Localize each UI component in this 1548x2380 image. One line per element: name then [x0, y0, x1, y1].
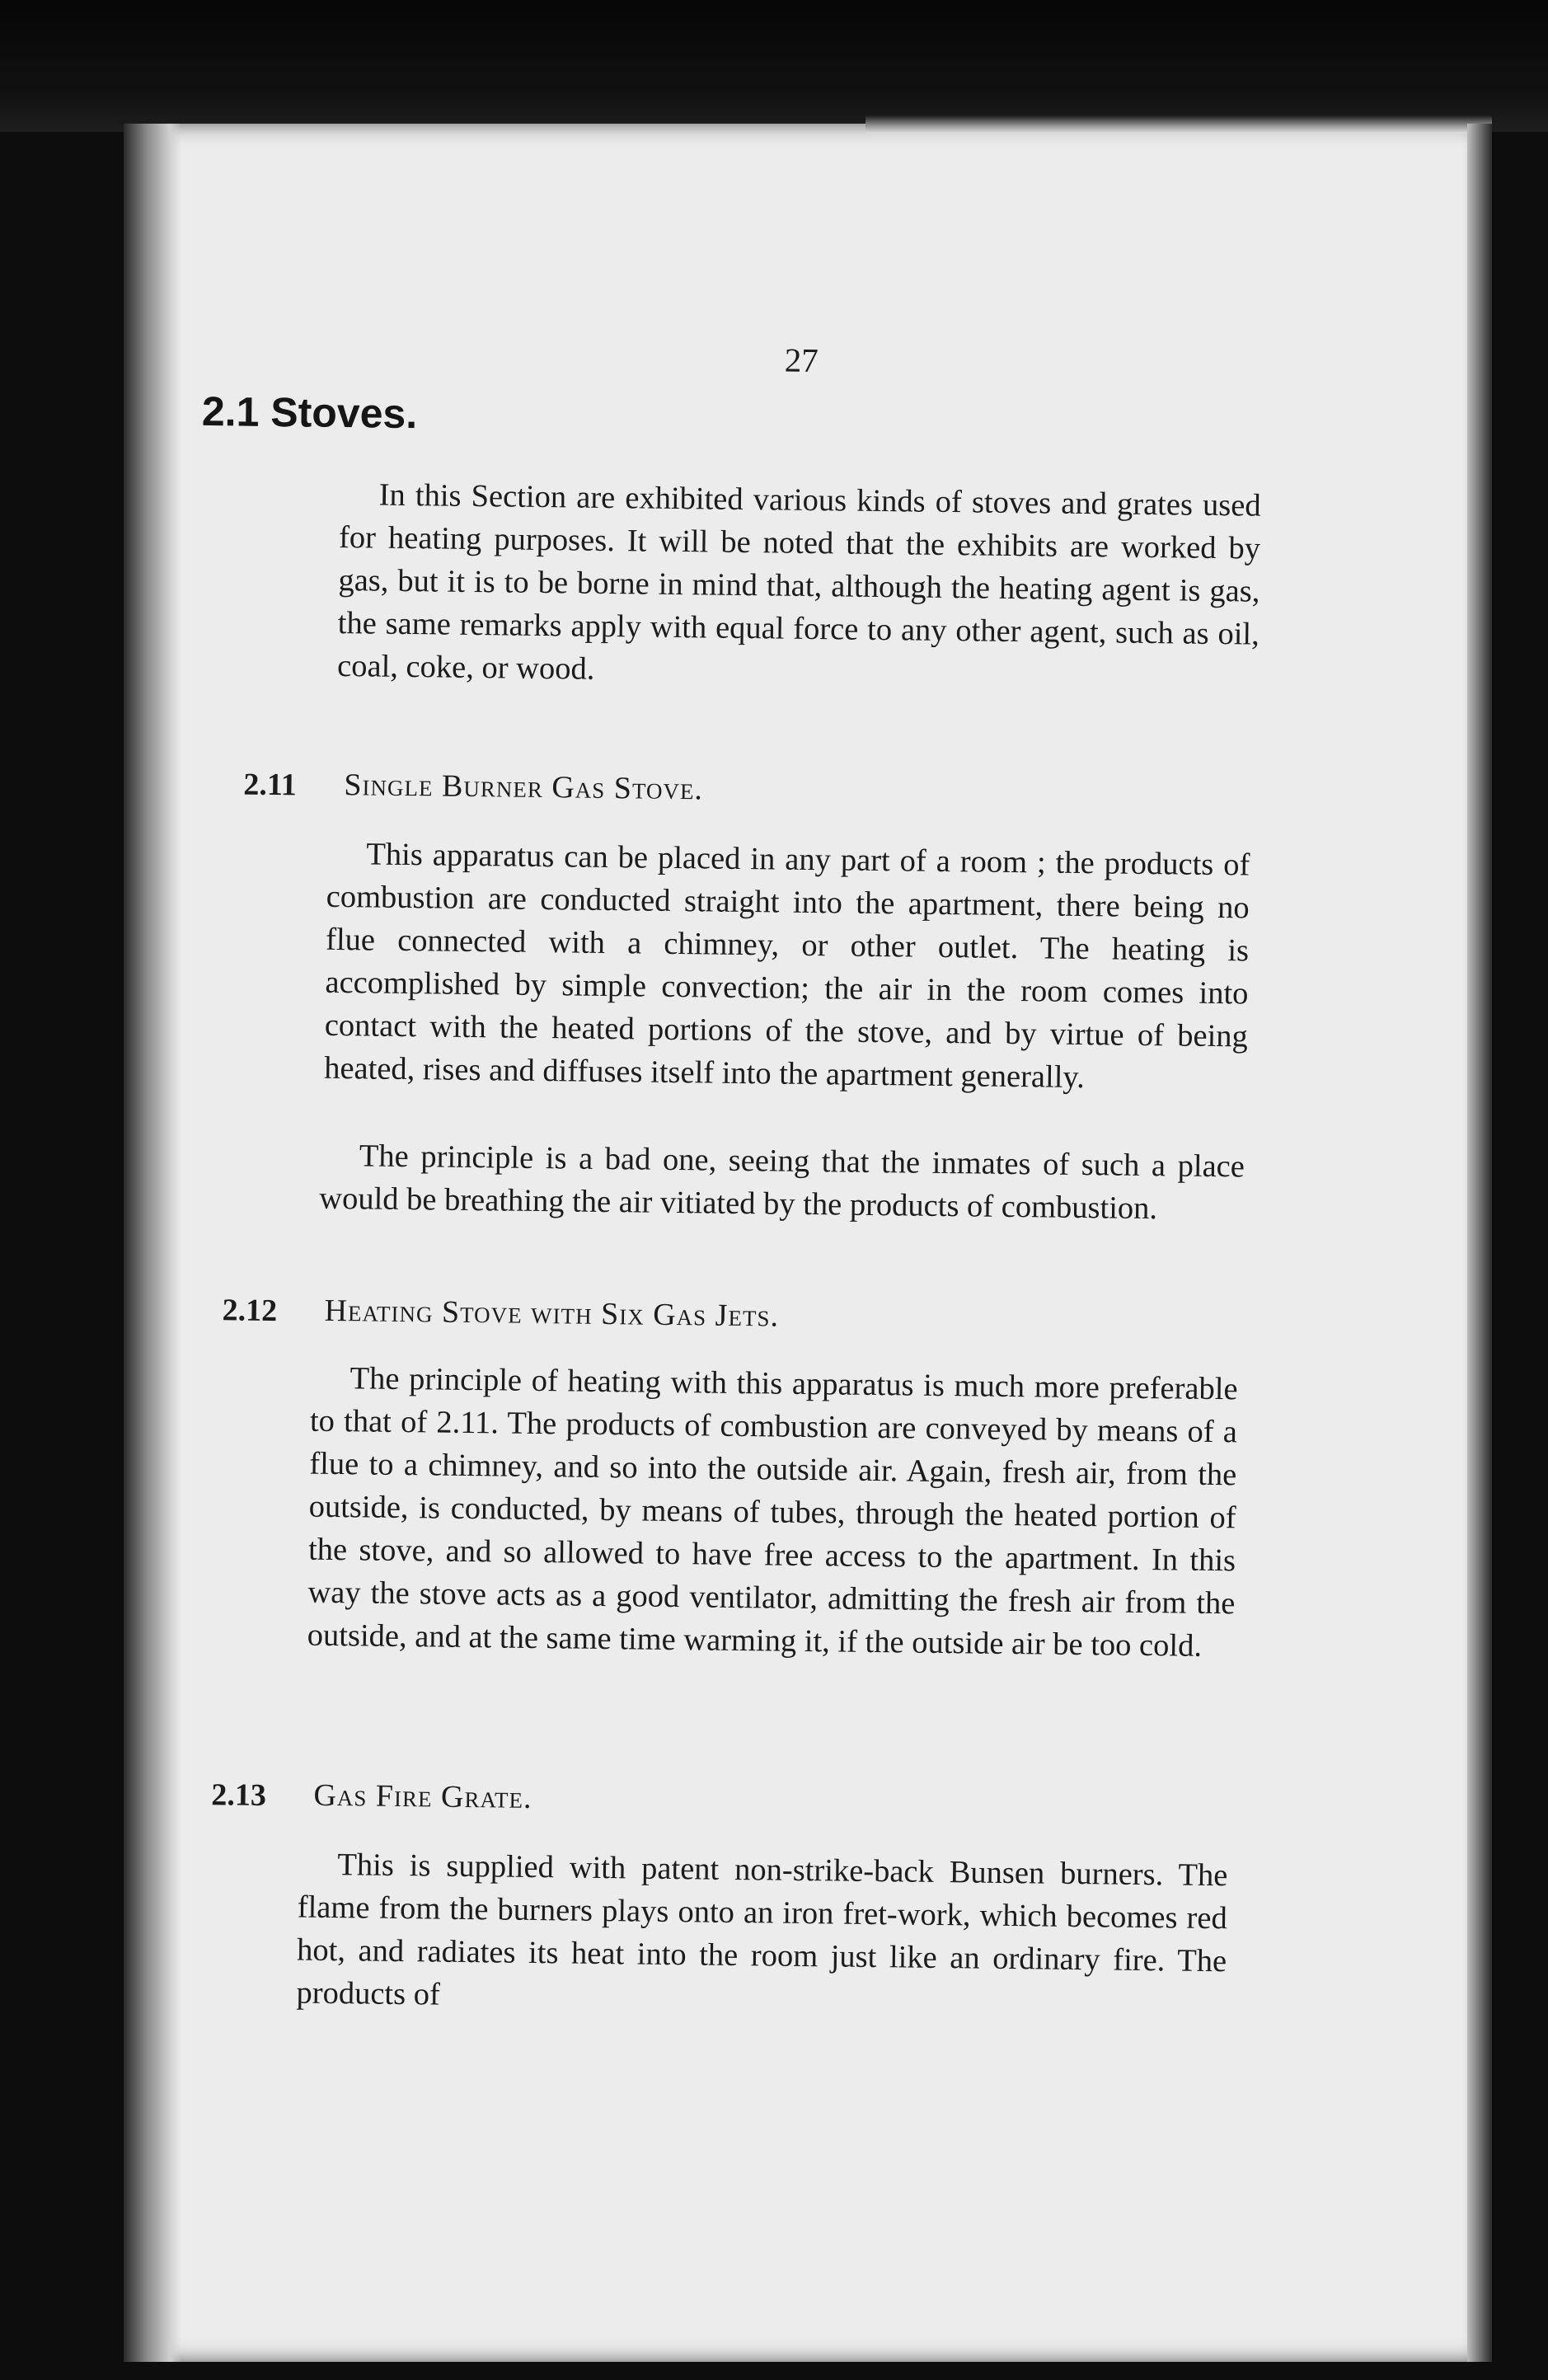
item-2-12-text-1: The principle of heating with this apparatus is much more preferable to that of 2.11. The products of combustion are conveyed by means of a flue to a chimney, and so into the outside air. Again, fresh air, from the outside, is conducted, by means of tubes, through the heated portion of the stove, and so allowed to have free access to the apartment. In this way the stove acts as a good ventilator, admitting the fresh air from the outside, and at the same time warming it, if the outside air be too cold.: [307, 1361, 1238, 1664]
section-title: 2.1 Stoves.: [201, 387, 418, 438]
item-number-2-12: 2.12: [222, 1293, 278, 1329]
item-2-11-paragraph-2: [319, 1134, 1245, 1232]
item-2-13-paragraph-1: [296, 1843, 1227, 2026]
intro-text: In this Section are exhibited various kinds of stoves and grates used for heating purposes. It will be noted that the exhibits are worked by gas, but it is to be borne in mind that, although the heating agent is gas, the same remarks apply with equal force to any other agent, such as oil, coal, coke, or wood.: [336, 477, 1261, 687]
item-number-2-11: 2.11: [243, 767, 298, 803]
item-2-13-text-1: This is supplied with patent non-strike-back Bunsen burners. The flame from the burners plays onto an iron fret-work, which becomes red hot, and radiates its heat into the room just like an ordinary fire. The products of: [296, 1847, 1228, 2012]
item-number-2-13: 2.13: [211, 1777, 267, 1814]
item-title-2-13: Gas Fire Grate.: [313, 1777, 532, 1815]
page-number: 27: [784, 340, 819, 380]
intro-paragraph: [337, 473, 1261, 699]
item-2-12-paragraph-1: [307, 1357, 1238, 1669]
item-title-2-12: Heating Stove with Six Gas Jets.: [324, 1293, 780, 1334]
item-title-2-11: Single Burner Gas Stove.: [344, 768, 704, 807]
item-2-11-text-1: This apparatus can be placed in any part of a room ; the products of combustion are conducted straight into the apartment, there being no flue connected with a chimney, or other outlet. The heating is accomplished by simple convection; the air in the room comes into contact with the heated portions of the stove, and by virtue of being heated, rises and diffuses itself into the apartment generally.: [323, 837, 1250, 1096]
item-2-11-text-2: The principle is a bad one, seeing that the inmates of such a place would be breathing the air vitiated by the products of combustion.: [319, 1138, 1245, 1227]
item-2-11-paragraph-1: [324, 833, 1250, 1101]
